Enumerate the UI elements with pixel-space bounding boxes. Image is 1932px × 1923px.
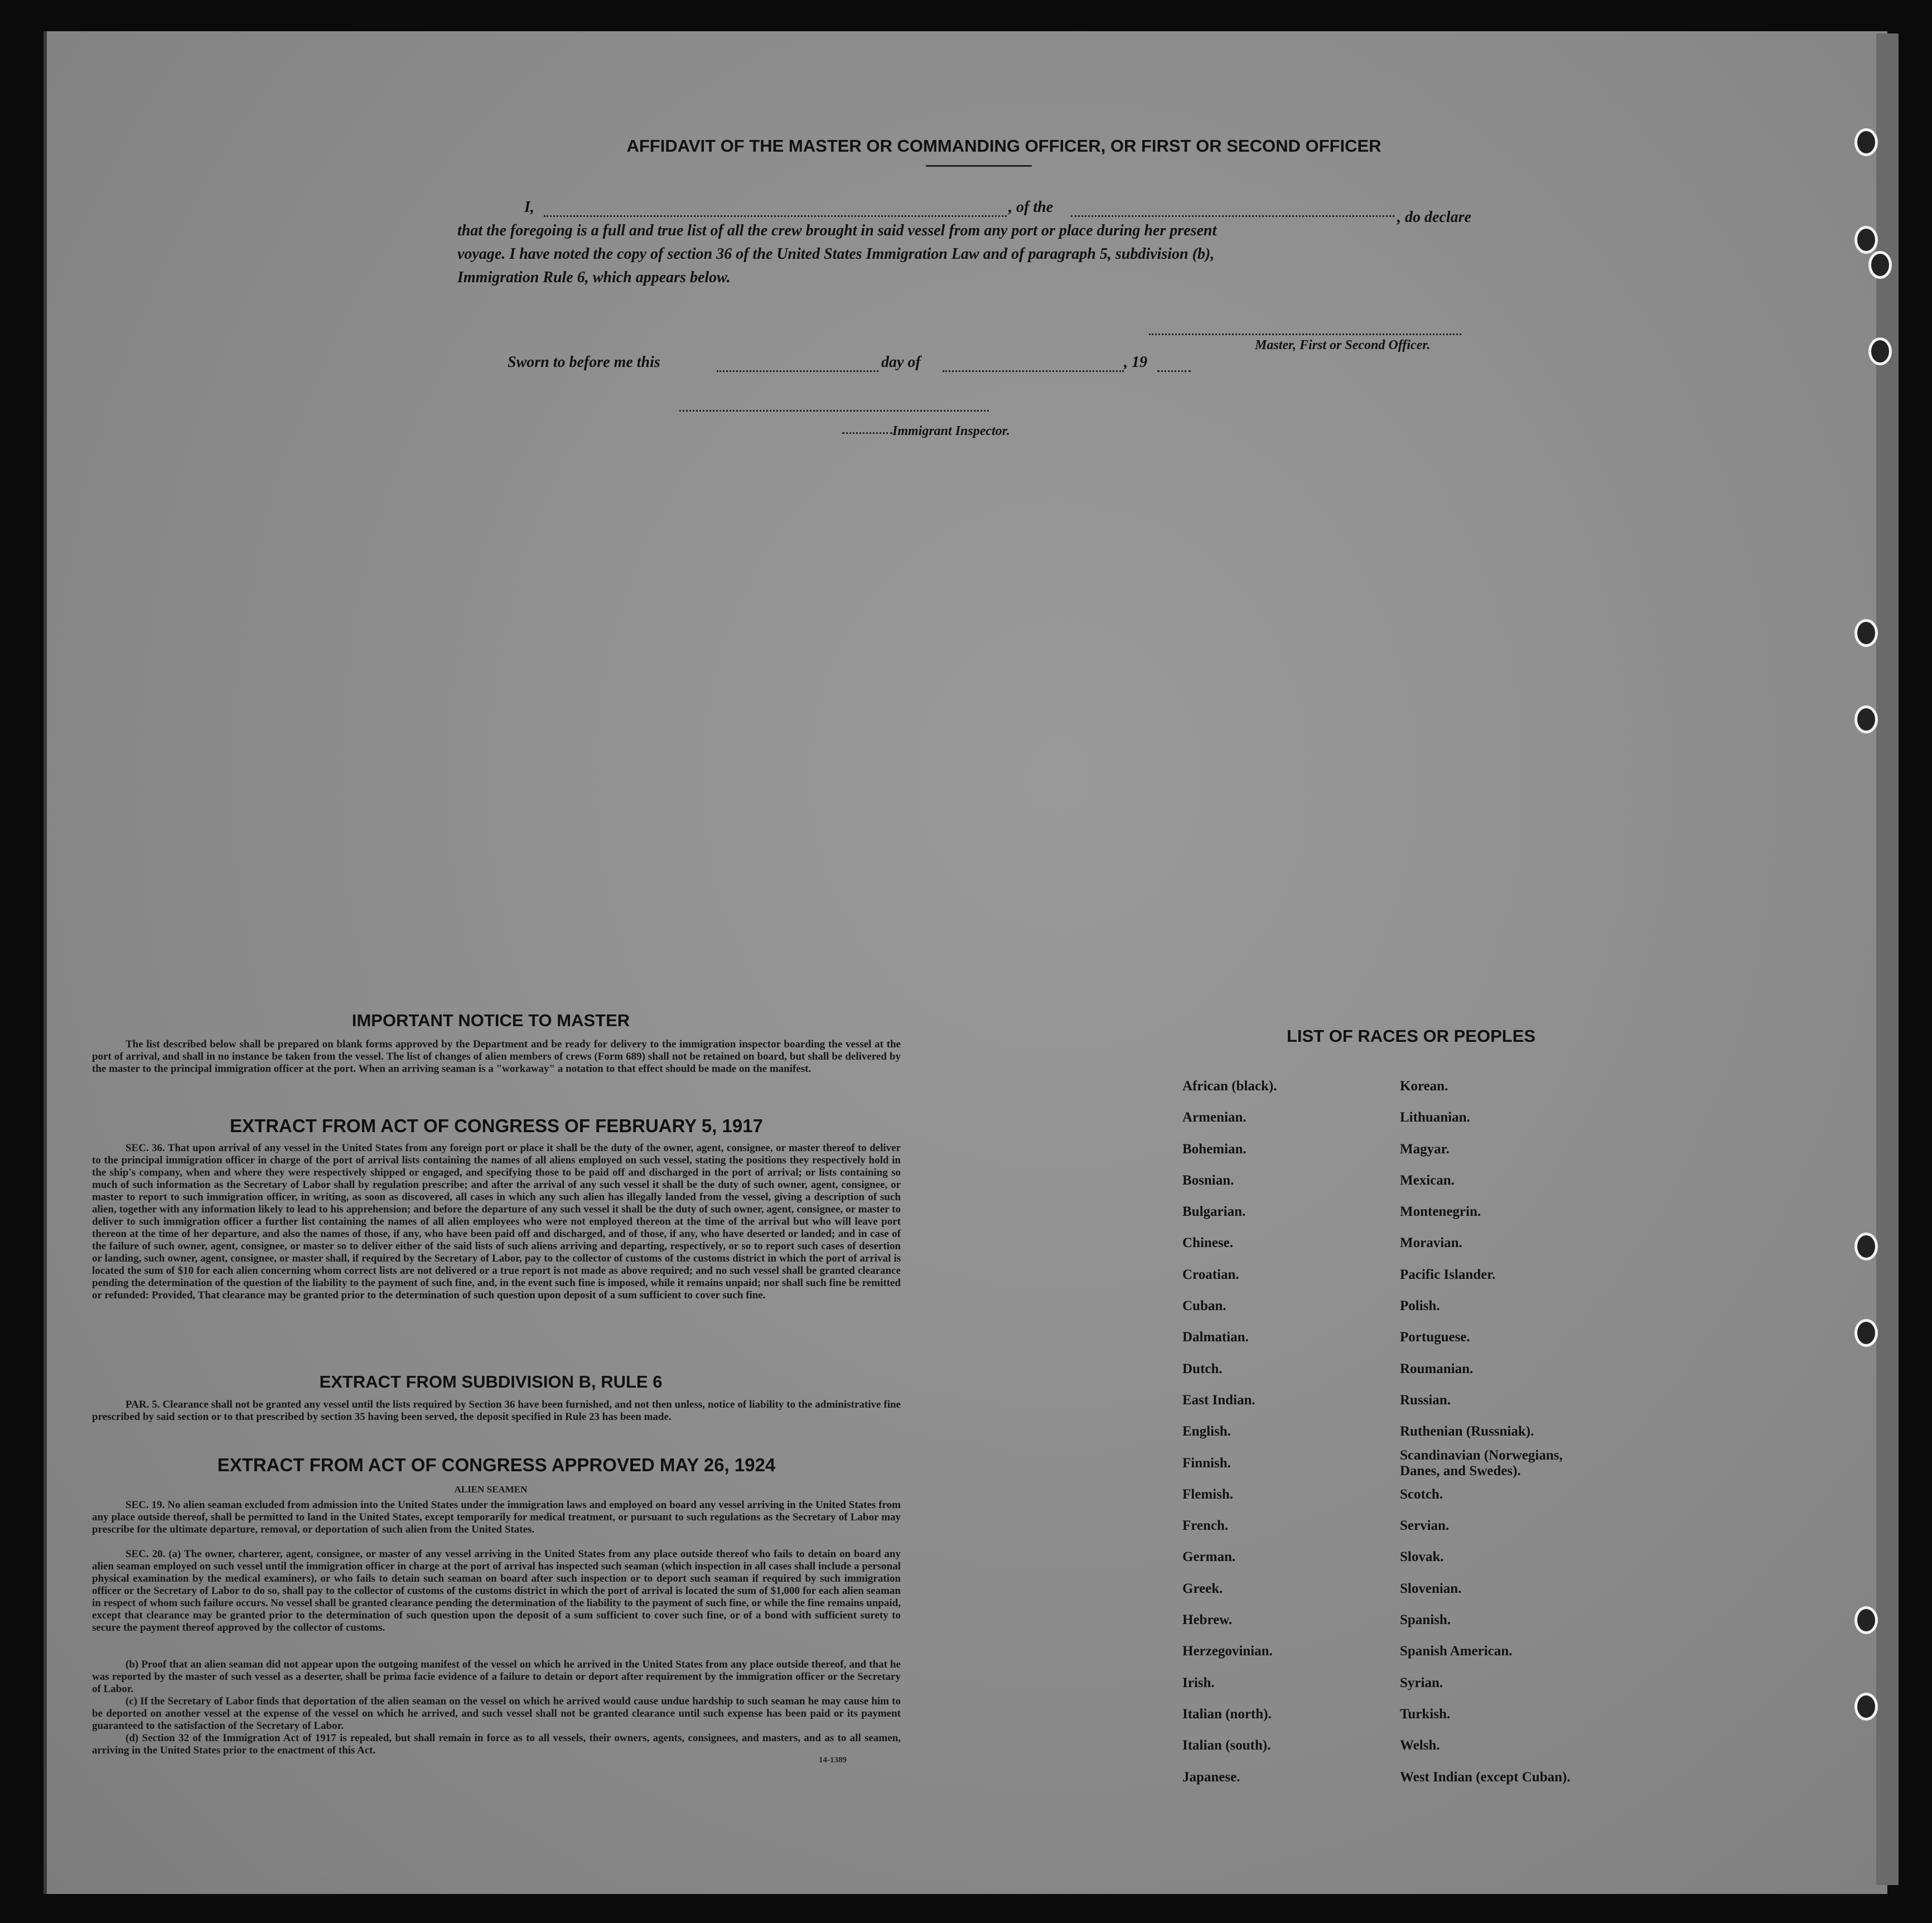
race-item: Greek. xyxy=(1182,1581,1223,1596)
extract-1924-subtitle: ALIEN SEAMEN xyxy=(454,1484,528,1495)
race-item: Pacific Islander. xyxy=(1400,1267,1496,1282)
race-item: Magyar. xyxy=(1400,1141,1450,1157)
races-column-1 xyxy=(1182,1071,1277,1793)
race-item: Mexican. xyxy=(1400,1172,1455,1188)
race-item: Finnish. xyxy=(1182,1455,1231,1471)
race-item: Turkish. xyxy=(1400,1706,1451,1722)
race-item: Italian (south). xyxy=(1182,1738,1271,1753)
race-item: Servian. xyxy=(1400,1518,1450,1534)
race-item: Croatian. xyxy=(1182,1267,1239,1282)
binder-hole xyxy=(1854,706,1878,733)
race-item: Montenegrin. xyxy=(1400,1204,1481,1220)
race-item: French. xyxy=(1182,1518,1229,1534)
race-item: Moravian. xyxy=(1400,1235,1462,1251)
affidavit-line-4: Immigration Rule 6, which appears below. xyxy=(457,269,731,286)
race-item: Chinese. xyxy=(1182,1235,1233,1251)
extract-1917-title: EXTRACT FROM ACT OF CONGRESS OF FEBRUARY 5, 1917 xyxy=(230,1115,763,1136)
extract-1924-sec19: SEC. 19. No alien seaman excluded from admission into the United States under the immigration laws and employed on board any vessel arriving in the United States from any place outside thereof, shall be permitted to land in the United States, except temporarily for medical treatment, or pursuant to such regulations as the Secretary of Labor may prescribe for the ultimate departure, removal, or deportation of such alien from the United States. xyxy=(92,1499,901,1535)
races-column-2 xyxy=(1400,1071,1601,1793)
binder-hole xyxy=(1868,251,1892,279)
race-item: Spanish. xyxy=(1400,1612,1451,1628)
extract-1924-sec20b: (b) Proof that an alien seaman did not appear upon the outgoing manifest of the vessel on which he arrived in the United States from any place outside thereof, and that he was reported by the master of such vessel as a deserter, shall be prima facie evidence of a failure to detain or deport after requirement by the immigration officer or the Secretary of Labor. xyxy=(92,1659,901,1695)
binder-hole xyxy=(1854,128,1878,156)
binder-hole xyxy=(1854,1319,1878,1347)
binder-hole xyxy=(1854,1693,1878,1721)
sworn-month-field[interactable] xyxy=(943,370,1124,372)
race-item: Hebrew. xyxy=(1182,1612,1233,1628)
form-number: 14-1389 xyxy=(819,1756,847,1765)
extract-1924-sec20c: (c) If the Secretary of Labor finds that deportation of the alien seaman on the vessel on which he arrived would cause undue hardship to such seaman he may cause him to be deported on another vessel at the expense of the vessel on which he arrived, and such vessel shall not be granted clearance until such expense has been paid or its payment guaranteed to the satisfaction of the Secretary of Labor. xyxy=(92,1695,901,1732)
race-item: Flemish. xyxy=(1182,1486,1233,1502)
race-item: German. xyxy=(1182,1549,1236,1565)
extract-rule6-title: EXTRACT FROM SUBDIVISION B, RULE 6 xyxy=(319,1372,663,1391)
race-item: Russian. xyxy=(1400,1392,1451,1408)
race-item: Ruthenian (Russniak). xyxy=(1400,1424,1534,1439)
extract-rule6-body: PAR. 5. Clearance shall not be granted any vessel until the lists required by Section 36 have been furnished, and not then unless, notice of liability to the administrative fine prescribed by said section or to that prescribed by section 35 having been served, the deposit specified in Rule 23 has been made. xyxy=(92,1399,901,1423)
master-signature-label: Master, First or Second Officer. xyxy=(1255,338,1431,352)
race-item: Armenian. xyxy=(1182,1110,1247,1125)
year-label: , 19 xyxy=(1124,354,1147,371)
page-edge xyxy=(1876,33,1899,1885)
title-underline xyxy=(926,165,1032,167)
race-item: Italian (north). xyxy=(1182,1706,1272,1722)
race-item: Bosnian. xyxy=(1182,1172,1234,1188)
race-item: African (black). xyxy=(1182,1079,1277,1094)
race-item: Dalmatian. xyxy=(1182,1330,1249,1345)
race-item: Scotch. xyxy=(1400,1486,1443,1502)
race-item: Cuban. xyxy=(1182,1298,1226,1314)
race-item: Herzegovinian. xyxy=(1182,1644,1273,1659)
binder-hole xyxy=(1854,619,1878,647)
binder-hole xyxy=(1854,226,1878,254)
inspector-signature-line[interactable] xyxy=(679,410,989,412)
extract-1924-sec20a: SEC. 20. (a) The owner, charterer, agent, consignee, or master of any vessel arriving in the United States from any place outside thereof who fails to detain on board any alien seaman employed on such vessel until the immigration officer in charge at the port of arrival has inspected such seaman (which inspection in all cases shall include a personal physical examination by the medical examiners), or who fails to detain such seaman on board after such inspection or to deport such seaman if required by such immigration officer or the Secretary of Labor to do so, shall pay to the collector of customs of the customs district in which the port of arrival is located the sum of $1,000 for each alien seaman in respect of whom such failure occurs. No vessel shall be granted clearance pending the determination of the liability to the payment of such fine, or while the fine remains unpaid, except that clearance may be granted prior to the determination of such question upon the deposit of a sum sufficient to cover such fine, or of a bond with sufficient surety to secure the payment thereof approved by the collector of customs. xyxy=(92,1548,901,1634)
affidavit-line-2: that the foregoing is a full and true list of all the crew brought in said vessel from any port or place during her present xyxy=(457,222,1217,239)
race-item: Slovak. xyxy=(1400,1549,1444,1565)
race-item: Korean. xyxy=(1400,1079,1448,1094)
races-title: LIST OF RACES OR PEOPLES xyxy=(1286,1026,1536,1046)
binder-hole xyxy=(1854,1606,1878,1634)
race-item: Polish. xyxy=(1400,1298,1440,1314)
notice-body: The list described below shall be prepared on blank forms approved by the Department and be ready for delivery to the immigration inspector boarding the vessel at the port of arrival, and shall in no instance be taken from the vessel. The list of changes of alien members of crews (Form 689) shall not be retained on board, but shall be delivered by the master to the principal immigration officer at the port. When an arriving seaman is a "workaway" a notation to that effect should be made on the manifest. xyxy=(92,1038,901,1075)
extract-1924-title: EXTRACT FROM ACT OF CONGRESS APPROVED MAY 26, 1924 xyxy=(217,1455,776,1475)
race-item: Lithuanian. xyxy=(1400,1110,1470,1125)
sworn-label: Sworn to before me this xyxy=(508,354,660,371)
race-item: West Indian (except Cuban). xyxy=(1400,1769,1571,1785)
race-item: Portuguese. xyxy=(1400,1330,1470,1345)
affidavit-title: AFFIDAVIT OF THE MASTER OR COMMANDING OFFICER, OR FIRST OR SECOND OFFICER xyxy=(626,136,1382,156)
race-item: Bohemian. xyxy=(1182,1141,1247,1157)
vessel-field[interactable] xyxy=(1071,215,1394,217)
affidavit-of-the: , of the xyxy=(1008,199,1054,216)
race-item: Dutch. xyxy=(1182,1361,1223,1376)
race-item: Irish. xyxy=(1182,1675,1215,1690)
race-item: Bulgarian. xyxy=(1182,1204,1246,1220)
sworn-day-field[interactable] xyxy=(717,370,878,372)
race-item: Slovenian. xyxy=(1400,1581,1462,1596)
name-field[interactable] xyxy=(544,215,1007,217)
affidavit-i-label: I, xyxy=(524,199,534,216)
extract-1924-sec20d: (d) Section 32 of the Immigration Act of 1917 is repealed, but shall remain in force as to all vessels, their owners, agents, consignees, and masters, and as to all seamen, arriving in the United States prior to the enactment of this Act. xyxy=(92,1732,901,1756)
race-item: Spanish American. xyxy=(1400,1644,1513,1659)
race-item: Roumanian. xyxy=(1400,1361,1474,1376)
affidavit-line-3: voyage. I have noted the copy of section 36 of the United States Immigration Law and of paragraph 5, subdivision (b), xyxy=(457,245,1215,263)
master-signature-line[interactable] xyxy=(1149,334,1461,335)
race-item: Welsh. xyxy=(1400,1738,1440,1753)
race-item: Japanese. xyxy=(1182,1769,1240,1785)
inspector-label: Immigrant Inspector. xyxy=(892,424,1010,438)
race-item: Scandinavian (Norwegians, Danes, and Swedes). xyxy=(1400,1447,1563,1479)
race-item: East Indian. xyxy=(1182,1392,1255,1408)
notice-title: IMPORTANT NOTICE TO MASTER xyxy=(351,1011,630,1030)
binder-hole xyxy=(1868,337,1892,365)
day-of-label: day of xyxy=(881,354,921,371)
race-item: English. xyxy=(1182,1424,1231,1439)
binder-hole xyxy=(1854,1233,1878,1260)
affidavit-do-declare: , do declare xyxy=(1397,209,1471,226)
race-item: Syrian. xyxy=(1400,1675,1443,1690)
inspector-dash xyxy=(842,432,892,434)
sworn-year-field[interactable] xyxy=(1157,370,1191,372)
extract-1917-body: SEC. 36. That upon arrival of any vessel in the United States from any foreign port or place it shall be the duty of the owner, agent, consignee, or master thereof to deliver to the principal immigration officer in charge of the port of arrival lists containing the names of all aliens employed on such vessel, stating the positions they respectively hold in the ship's company, when and where they were respectively shipped or engaged, and specifying those to be paid off and discharged in the port of arrival; or lists containing so much of such information as the Secretary of Labor shall by regulation prescribe; and after the arrival of any such vessel it shall be the duty of such owner, agent, consignee, or master to report to such immigration officer, in writing, as soon as discovered, all cases in which any such alien has illegally landed from the vessel, giving a description of such alien, together with any information likely to lead to his apprehension; and before the departure of any such vessel it shall be the duty of such owner, agent, consignee, or master to deliver to such immigration officer a further list containing the names of all alien employees who were not employed thereon at the time of the arrival but who will leave port thereon at the time of her departure, and also the names of those, if any, who have been paid off and discharged, and of those, if any, who have deserted or landed; and in case of the failure of such owner, agent, consignee, or master so to deliver either of the said lists of such aliens arriving and departing, respectively, or so to report such cases of desertion or landing, such owner, agent, consignee, or master shall, if required by the Secretary of Labor, pay to the collector of customs of the customs district in which the port of arrival is located the sum of $10 for each alien concerning whom correct lists are not delivered or a true report is not made as above required; and no such vessel shall be granted clearance pending the determination of the question of the liability to the payment of such fine, and, in the event such fine is imposed, while it remains unpaid; nor shall such fine be remitted or refunded: Provided, That clearance may be granted prior to the determination of such question upon deposit of a sum sufficient to cover such fine. xyxy=(92,1142,901,1301)
